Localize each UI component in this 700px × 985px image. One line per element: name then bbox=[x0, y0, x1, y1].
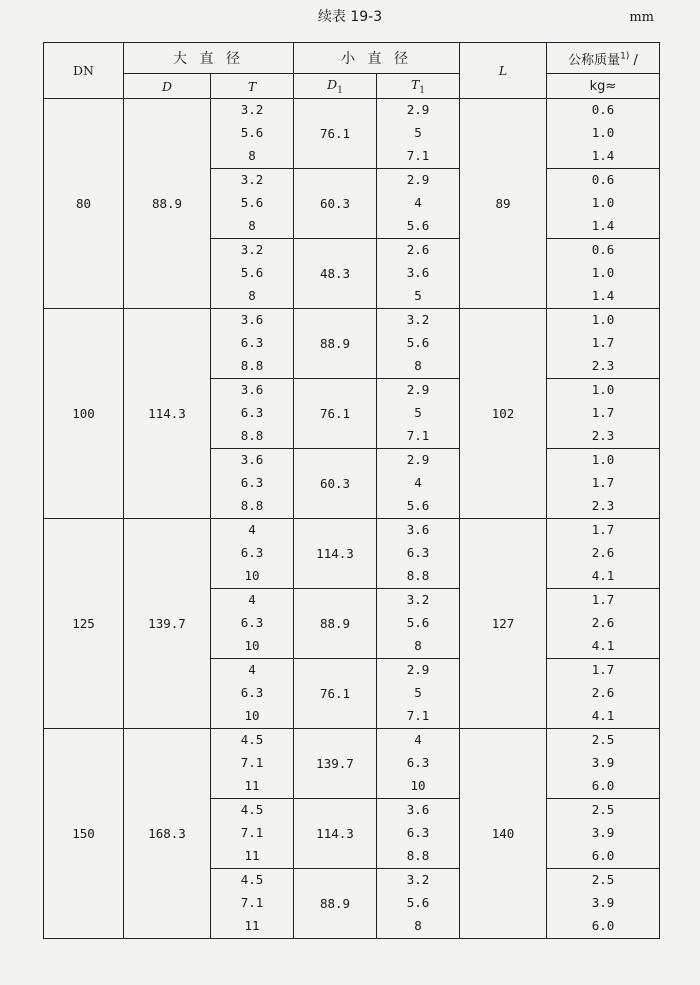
cell-T1-stack-value: 3.2 bbox=[406, 592, 430, 608]
cell-mass bbox=[547, 659, 660, 729]
cell-mass-stack-value: 1.7 bbox=[591, 475, 615, 491]
cell-D1: 88.9 bbox=[294, 589, 377, 659]
cell-T-stack bbox=[211, 869, 293, 938]
cell-T1-stack-value: 8 bbox=[414, 918, 422, 934]
cell-mass-stack bbox=[547, 379, 659, 448]
cell-D1: 76.1 bbox=[294, 99, 377, 169]
cell-T1 bbox=[377, 729, 460, 799]
cell-mass-stack-value: 2.5 bbox=[591, 802, 615, 818]
cell-T-stack-value: 6.3 bbox=[240, 335, 264, 351]
cell-mass-stack bbox=[547, 519, 659, 588]
cell-mass-stack-value: 4.1 bbox=[591, 708, 615, 724]
cell-mass-stack-value: 2.5 bbox=[591, 732, 615, 748]
header-dn: DN bbox=[44, 43, 124, 99]
cell-T1-stack bbox=[377, 519, 459, 588]
cell-T1-stack-value: 6.3 bbox=[406, 755, 430, 771]
cell-D1: 76.1 bbox=[294, 379, 377, 449]
cell-dn: 125 bbox=[44, 519, 124, 729]
cell-T-stack-value: 11 bbox=[244, 778, 260, 794]
cell-T-stack-value: 3.2 bbox=[240, 242, 264, 258]
cell-mass-stack bbox=[547, 869, 659, 938]
cell-T-stack bbox=[211, 239, 293, 308]
cell-dn: 100 bbox=[44, 309, 124, 519]
cell-T1-stack-value: 3.2 bbox=[406, 312, 430, 328]
header-large-diameter: 大 直 径 bbox=[124, 43, 294, 74]
cell-mass bbox=[547, 99, 660, 169]
cell-T-stack-value: 3.2 bbox=[240, 172, 264, 188]
cell-T-stack-value: 6.3 bbox=[240, 685, 264, 701]
cell-T-stack bbox=[211, 99, 293, 168]
cell-T1 bbox=[377, 799, 460, 869]
cell-D1: 114.3 bbox=[294, 799, 377, 869]
cell-T1 bbox=[377, 309, 460, 379]
cell-T-stack bbox=[211, 449, 293, 518]
cell-T1-stack-value: 7.1 bbox=[406, 428, 430, 444]
cell-T1-stack-value: 4 bbox=[414, 732, 422, 748]
cell-T1 bbox=[377, 169, 460, 239]
cell-T1 bbox=[377, 379, 460, 449]
cell-T-stack-value: 7.1 bbox=[240, 895, 264, 911]
header-length: L bbox=[460, 43, 547, 99]
cell-mass-stack bbox=[547, 589, 659, 658]
header-D1 bbox=[294, 74, 377, 99]
table-row bbox=[44, 519, 660, 589]
cell-T bbox=[211, 239, 294, 309]
cell-mass-stack-value: 2.5 bbox=[591, 872, 615, 888]
table-body bbox=[44, 99, 660, 939]
cell-T1-stack bbox=[377, 99, 459, 168]
cell-mass-stack-value: 3.9 bbox=[591, 825, 615, 841]
cell-T1-stack-value: 5.6 bbox=[406, 895, 430, 911]
cell-mass-stack-value: 1.4 bbox=[591, 288, 615, 304]
cell-T-stack-value: 3.2 bbox=[240, 102, 264, 118]
cell-mass bbox=[547, 869, 660, 939]
header-D1-main: D bbox=[327, 76, 338, 92]
cell-T bbox=[211, 729, 294, 799]
cell-mass-stack-value: 2.6 bbox=[591, 615, 615, 631]
cell-T-stack bbox=[211, 169, 293, 238]
cell-D1: 88.9 bbox=[294, 309, 377, 379]
cell-T bbox=[211, 659, 294, 729]
unit-label: mm bbox=[629, 10, 654, 25]
cell-T1-stack-value: 8 bbox=[414, 358, 422, 374]
cell-T-stack-value: 3.6 bbox=[240, 452, 264, 468]
cell-T1-stack bbox=[377, 799, 459, 868]
cell-T1-stack-value: 2.9 bbox=[406, 102, 430, 118]
cell-T-stack-value: 10 bbox=[244, 708, 260, 724]
header-D1-sub: 1 bbox=[337, 85, 343, 96]
cell-T-stack bbox=[211, 729, 293, 798]
cell-T1-stack-value: 2.9 bbox=[406, 172, 430, 188]
cell-T1-stack-value: 5 bbox=[414, 288, 422, 304]
cell-T-stack bbox=[211, 379, 293, 448]
cell-T-stack-value: 8 bbox=[248, 218, 256, 234]
cell-mass-stack bbox=[547, 99, 659, 168]
cell-T1-stack-value: 8 bbox=[414, 638, 422, 654]
cell-T1-stack-value: 4 bbox=[414, 195, 422, 211]
cell-T1-stack-value: 8.8 bbox=[406, 568, 430, 584]
cell-D1: 88.9 bbox=[294, 869, 377, 939]
cell-T-stack bbox=[211, 659, 293, 728]
cell-T1-stack-value: 5.6 bbox=[406, 218, 430, 234]
cell-mass-stack bbox=[547, 449, 659, 518]
cell-mass-stack-value: 6.0 bbox=[591, 918, 615, 934]
cell-T-stack-value: 11 bbox=[244, 848, 260, 864]
cell-T1 bbox=[377, 519, 460, 589]
cell-T1-stack bbox=[377, 659, 459, 728]
cell-D: 88.9 bbox=[124, 99, 211, 309]
cell-T1-stack bbox=[377, 729, 459, 798]
cell-T-stack-value: 7.1 bbox=[240, 755, 264, 771]
header-T1-sub: 1 bbox=[419, 85, 426, 96]
cell-T-stack-value: 4.5 bbox=[240, 732, 264, 748]
cell-T-stack-value: 3.6 bbox=[240, 312, 264, 328]
cell-mass bbox=[547, 799, 660, 869]
cell-T-stack-value: 8 bbox=[248, 148, 256, 164]
cell-D: 139.7 bbox=[124, 519, 211, 729]
cell-T1-stack-value: 5.6 bbox=[406, 335, 430, 351]
cell-T1-stack bbox=[377, 869, 459, 938]
cell-T-stack-value: 8 bbox=[248, 288, 256, 304]
cell-T1 bbox=[377, 589, 460, 659]
cell-T bbox=[211, 589, 294, 659]
cell-T-stack-value: 8.8 bbox=[240, 498, 264, 514]
cell-D1: 48.3 bbox=[294, 239, 377, 309]
cell-T1-stack bbox=[377, 449, 459, 518]
cell-mass-stack-value: 1.7 bbox=[591, 662, 615, 678]
cell-mass-stack bbox=[547, 169, 659, 238]
cell-mass-stack-value: 2.3 bbox=[591, 498, 615, 514]
cell-T1-stack-value: 5 bbox=[414, 685, 422, 701]
cell-T-stack bbox=[211, 799, 293, 868]
cell-D1: 60.3 bbox=[294, 449, 377, 519]
cell-L: 102 bbox=[460, 309, 547, 519]
cell-mass bbox=[547, 729, 660, 799]
cell-T-stack-value: 8.8 bbox=[240, 358, 264, 374]
cell-T1-stack-value: 6.3 bbox=[406, 825, 430, 841]
cell-T1-stack-value: 7.1 bbox=[406, 148, 430, 164]
cell-mass bbox=[547, 379, 660, 449]
cell-T1-stack-value: 4 bbox=[414, 475, 422, 491]
cell-D1: 60.3 bbox=[294, 169, 377, 239]
cell-mass-stack-value: 1.0 bbox=[591, 452, 615, 468]
table-row bbox=[44, 729, 660, 799]
cell-mass-stack-value: 1.0 bbox=[591, 125, 615, 141]
cell-T bbox=[211, 519, 294, 589]
cell-T1-stack-value: 10 bbox=[410, 778, 426, 794]
cell-L: 89 bbox=[460, 99, 547, 309]
cell-mass-stack-value: 1.7 bbox=[591, 522, 615, 538]
cell-T bbox=[211, 309, 294, 379]
cell-T-stack-value: 4.5 bbox=[240, 872, 264, 888]
cell-T1-stack-value: 7.1 bbox=[406, 708, 430, 724]
spec-table bbox=[43, 42, 660, 939]
header-T1 bbox=[377, 74, 460, 99]
cell-mass-stack-value: 1.7 bbox=[591, 335, 615, 351]
cell-mass-stack-value: 6.0 bbox=[591, 778, 615, 794]
cell-L: 127 bbox=[460, 519, 547, 729]
cell-D: 114.3 bbox=[124, 309, 211, 519]
cell-mass-stack-value: 1.7 bbox=[591, 592, 615, 608]
cell-T1-stack-value: 8.8 bbox=[406, 848, 430, 864]
cell-T-stack-value: 4 bbox=[248, 592, 256, 608]
cell-D1: 114.3 bbox=[294, 519, 377, 589]
cell-mass-stack-value: 1.4 bbox=[591, 148, 615, 164]
cell-T1 bbox=[377, 869, 460, 939]
cell-T1-stack-value: 5 bbox=[414, 405, 422, 421]
cell-mass-stack-value: 0.6 bbox=[591, 242, 615, 258]
cell-T1-stack bbox=[377, 589, 459, 658]
cell-T-stack-value: 7.1 bbox=[240, 825, 264, 841]
cell-T1-stack-value: 2.6 bbox=[406, 242, 430, 258]
cell-T1-stack bbox=[377, 309, 459, 378]
cell-T1-stack bbox=[377, 379, 459, 448]
cell-T1 bbox=[377, 659, 460, 729]
cell-T-stack-value: 4 bbox=[248, 522, 256, 538]
header-mass bbox=[547, 43, 660, 74]
cell-D1: 76.1 bbox=[294, 659, 377, 729]
cell-T1-stack-value: 5.6 bbox=[406, 615, 430, 631]
cell-T bbox=[211, 169, 294, 239]
cell-T1-stack-value: 6.3 bbox=[406, 545, 430, 561]
cell-mass bbox=[547, 589, 660, 659]
cell-T-stack-value: 4 bbox=[248, 662, 256, 678]
table-row bbox=[44, 309, 660, 379]
cell-mass bbox=[547, 309, 660, 379]
cell-T-stack-value: 6.3 bbox=[240, 475, 264, 491]
header-mass-label: 公称质量 bbox=[568, 52, 621, 68]
cell-T-stack-value: 6.3 bbox=[240, 615, 264, 631]
table-title: 续表 19-3 bbox=[317, 9, 383, 25]
cell-T1-stack-value: 3.2 bbox=[406, 872, 430, 888]
cell-mass-stack-value: 3.9 bbox=[591, 895, 615, 911]
cell-T-stack bbox=[211, 589, 293, 658]
cell-T-stack-value: 6.3 bbox=[240, 405, 264, 421]
cell-T1-stack bbox=[377, 239, 459, 308]
cell-mass-stack-value: 1.0 bbox=[591, 312, 615, 328]
cell-T1-stack-value: 5.6 bbox=[406, 498, 430, 514]
cell-mass-stack-value: 2.3 bbox=[591, 358, 615, 374]
header-small-diameter: 小 直 径 bbox=[294, 43, 460, 74]
cell-D1: 139.7 bbox=[294, 729, 377, 799]
cell-mass-stack-value: 2.6 bbox=[591, 545, 615, 561]
table-row bbox=[44, 99, 660, 169]
cell-T bbox=[211, 869, 294, 939]
cell-T1-stack-value: 2.9 bbox=[406, 452, 430, 468]
cell-T1 bbox=[377, 239, 460, 309]
cell-D: 168.3 bbox=[124, 729, 211, 939]
cell-mass-stack-value: 2.3 bbox=[591, 428, 615, 444]
cell-T-stack-value: 5.6 bbox=[240, 125, 264, 141]
cell-T-stack-value: 4.5 bbox=[240, 802, 264, 818]
cell-T bbox=[211, 449, 294, 519]
cell-T1-stack-value: 2.9 bbox=[406, 382, 430, 398]
cell-mass-stack bbox=[547, 799, 659, 868]
header-T: T bbox=[211, 74, 294, 99]
cell-mass-stack-value: 1.0 bbox=[591, 195, 615, 211]
cell-T-stack-value: 10 bbox=[244, 638, 260, 654]
cell-mass-stack bbox=[547, 309, 659, 378]
cell-mass bbox=[547, 449, 660, 519]
header-D: D bbox=[124, 74, 211, 99]
header-mass-unit: kg≈ bbox=[547, 74, 660, 99]
cell-mass-stack-value: 3.9 bbox=[591, 755, 615, 771]
cell-dn: 80 bbox=[44, 99, 124, 309]
cell-mass-stack bbox=[547, 729, 659, 798]
cell-mass bbox=[547, 169, 660, 239]
cell-mass-stack-value: 4.1 bbox=[591, 568, 615, 584]
cell-mass bbox=[547, 239, 660, 309]
cell-mass-stack-value: 2.6 bbox=[591, 685, 615, 701]
cell-T-stack bbox=[211, 309, 293, 378]
cell-T1-stack bbox=[377, 169, 459, 238]
cell-T-stack-value: 5.6 bbox=[240, 265, 264, 281]
cell-mass-stack-value: 1.0 bbox=[591, 265, 615, 281]
cell-T-stack-value: 3.6 bbox=[240, 382, 264, 398]
cell-mass-stack-value: 1.7 bbox=[591, 405, 615, 421]
cell-T1 bbox=[377, 449, 460, 519]
cell-T1-stack-value: 3.6 bbox=[406, 522, 430, 538]
cell-T bbox=[211, 99, 294, 169]
cell-T bbox=[211, 379, 294, 449]
cell-T1-stack-value: 3.6 bbox=[406, 802, 430, 818]
cell-T1-stack-value: 5 bbox=[414, 125, 422, 141]
cell-T-stack-value: 5.6 bbox=[240, 195, 264, 211]
cell-mass bbox=[547, 519, 660, 589]
cell-T-stack-value: 10 bbox=[244, 568, 260, 584]
header-T1-main: T bbox=[410, 76, 420, 92]
header-mass-slash: / bbox=[629, 52, 638, 68]
cell-dn: 150 bbox=[44, 729, 124, 939]
cell-mass-stack-value: 1.0 bbox=[591, 382, 615, 398]
cell-T1 bbox=[377, 99, 460, 169]
cell-T bbox=[211, 799, 294, 869]
cell-mass-stack-value: 0.6 bbox=[591, 102, 615, 118]
cell-T-stack bbox=[211, 519, 293, 588]
cell-mass-stack bbox=[547, 659, 659, 728]
cell-mass-stack-value: 4.1 bbox=[591, 638, 615, 654]
cell-L: 140 bbox=[460, 729, 547, 939]
cell-T-stack-value: 11 bbox=[244, 918, 260, 934]
cell-mass-stack-value: 6.0 bbox=[591, 848, 615, 864]
cell-T1-stack-value: 2.9 bbox=[406, 662, 430, 678]
cell-mass-stack-value: 1.4 bbox=[591, 218, 615, 234]
cell-mass-stack bbox=[547, 239, 659, 308]
cell-T-stack-value: 6.3 bbox=[240, 545, 264, 561]
header-mass-footnote: 1) bbox=[620, 51, 630, 62]
cell-T1-stack-value: 3.6 bbox=[406, 265, 430, 281]
cell-mass-stack-value: 0.6 bbox=[591, 172, 615, 188]
cell-T-stack-value: 8.8 bbox=[240, 428, 264, 444]
